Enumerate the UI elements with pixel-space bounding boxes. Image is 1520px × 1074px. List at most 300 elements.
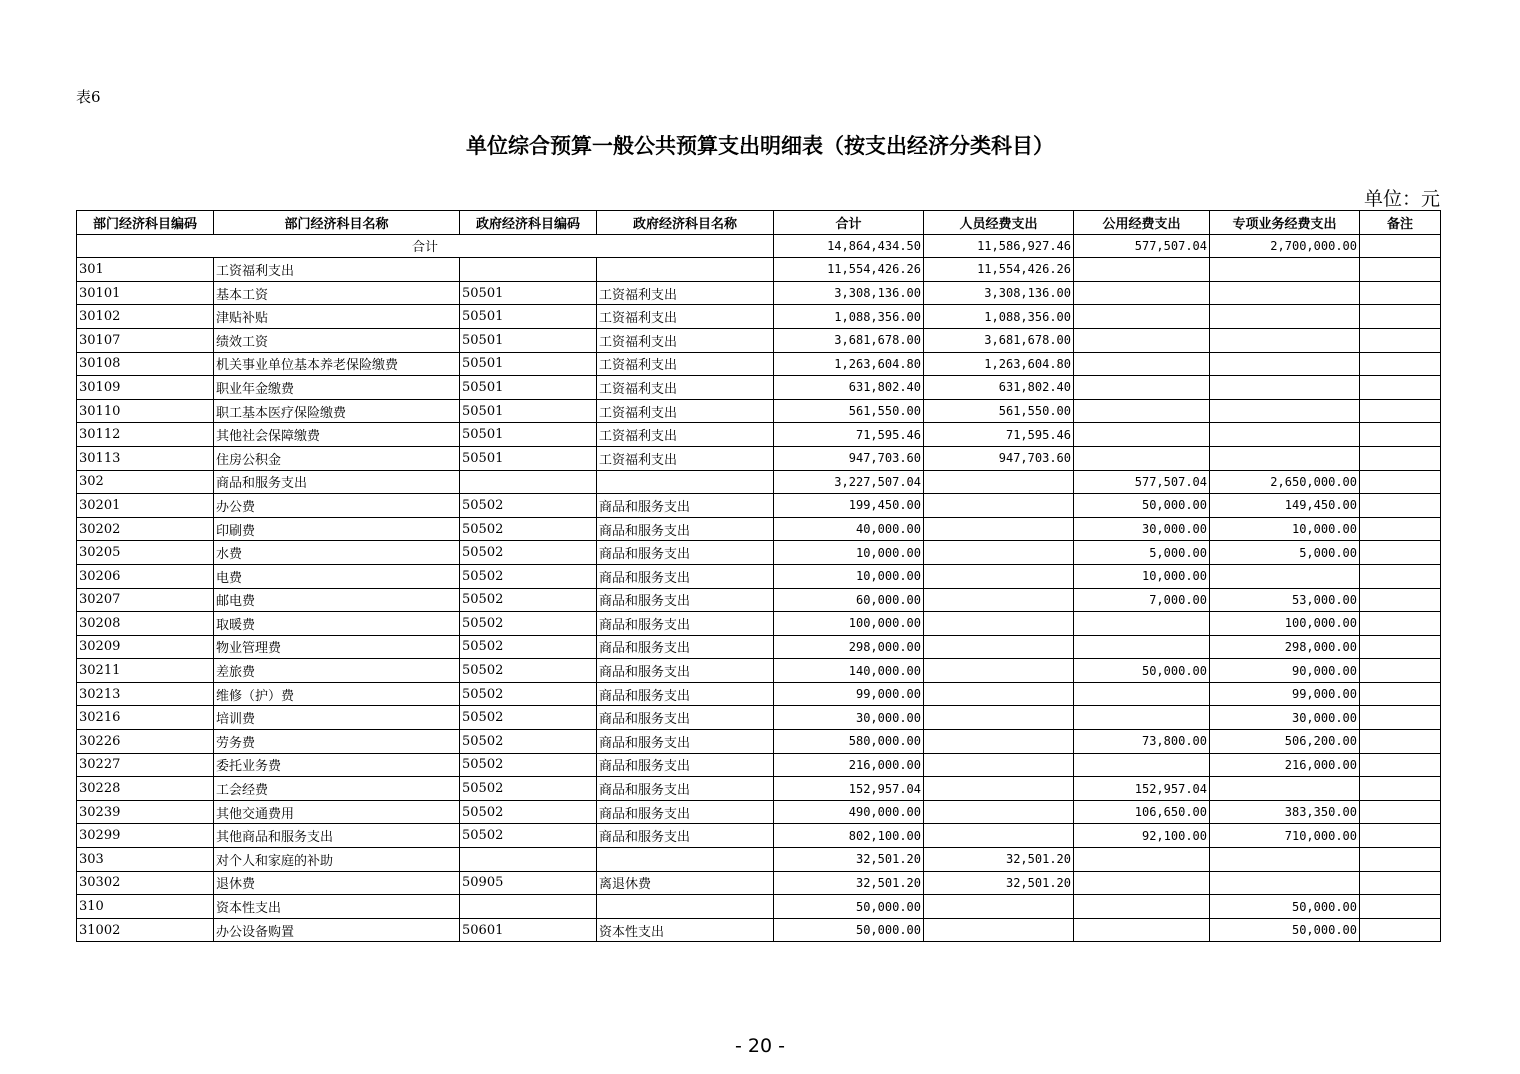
table-row bbox=[77, 706, 1441, 730]
special-cell: 30,000.00 bbox=[1210, 706, 1360, 730]
gov-name-cell: 商品和服务支出 bbox=[597, 588, 774, 612]
public-cell: 50,000.00 bbox=[1074, 494, 1210, 518]
special-cell bbox=[1210, 281, 1360, 305]
personnel-cell bbox=[924, 730, 1074, 754]
table-row bbox=[77, 800, 1441, 824]
public-cell: 106,650.00 bbox=[1074, 800, 1210, 824]
dept-name-cell: 水费 bbox=[214, 541, 460, 565]
gov-name-cell: 资本性支出 bbox=[597, 918, 774, 942]
dept-name-cell: 物业管理费 bbox=[214, 635, 460, 659]
gov-name-cell: 工资福利支出 bbox=[597, 399, 774, 423]
public-cell bbox=[1074, 753, 1210, 777]
gov-name-cell: 商品和服务支出 bbox=[597, 824, 774, 848]
personnel-cell bbox=[924, 682, 1074, 706]
table-row bbox=[77, 517, 1441, 541]
total-cell: 947,703.60 bbox=[774, 446, 924, 470]
dept-name-cell: 职工基本医疗保险缴费 bbox=[214, 399, 460, 423]
gov-name-cell: 商品和服务支出 bbox=[597, 706, 774, 730]
dept-code-cell: 30209 bbox=[77, 635, 214, 659]
gov-code-cell: 50501 bbox=[460, 423, 597, 447]
dept-code-cell: 30112 bbox=[77, 423, 214, 447]
special-cell: 5,000.00 bbox=[1210, 541, 1360, 565]
gov-code-cell: 50501 bbox=[460, 446, 597, 470]
unit-label: 单位：元 bbox=[1363, 188, 1440, 210]
dept-code-cell: 30227 bbox=[77, 753, 214, 777]
gov-name-cell: 商品和服务支出 bbox=[597, 517, 774, 541]
dept-code-cell: 30107 bbox=[77, 328, 214, 352]
personnel-cell bbox=[924, 541, 1074, 565]
public-cell: 577,507.04 bbox=[1074, 470, 1210, 494]
gov-code-cell: 50502 bbox=[460, 730, 597, 754]
total-cell: 216,000.00 bbox=[774, 753, 924, 777]
personnel-cell bbox=[924, 706, 1074, 730]
gov-code-cell bbox=[460, 895, 597, 919]
special-cell: 53,000.00 bbox=[1210, 588, 1360, 612]
gov-code-cell: 50502 bbox=[460, 659, 597, 683]
dept-code-cell: 303 bbox=[77, 848, 214, 872]
special-cell bbox=[1210, 848, 1360, 872]
gov-code-cell: 50501 bbox=[460, 328, 597, 352]
dept-name-cell: 商品和服务支出 bbox=[214, 470, 460, 494]
dept-name-cell: 取暖费 bbox=[214, 612, 460, 636]
total-cell: 631,802.40 bbox=[774, 376, 924, 400]
personnel-cell: 32,501.20 bbox=[924, 848, 1074, 872]
dept-code-cell: 31002 bbox=[77, 918, 214, 942]
dept-code-cell: 30202 bbox=[77, 517, 214, 541]
public-cell bbox=[1074, 682, 1210, 706]
note-cell bbox=[1360, 659, 1441, 683]
public-cell: 30,000.00 bbox=[1074, 517, 1210, 541]
special-cell bbox=[1210, 376, 1360, 400]
column-header: 部门经济科目编码 bbox=[77, 211, 214, 235]
gov-code-cell: 50502 bbox=[460, 800, 597, 824]
personnel-cell bbox=[924, 564, 1074, 588]
dept-name-cell: 职业年金缴费 bbox=[214, 376, 460, 400]
dept-code-cell: 30110 bbox=[77, 399, 214, 423]
dept-code-cell: 30102 bbox=[77, 305, 214, 329]
personnel-cell bbox=[924, 918, 1074, 942]
note-cell bbox=[1360, 588, 1441, 612]
personnel-cell bbox=[924, 517, 1074, 541]
dept-code-cell: 30208 bbox=[77, 612, 214, 636]
note-cell bbox=[1360, 305, 1441, 329]
special-cell: 10,000.00 bbox=[1210, 517, 1360, 541]
note-cell bbox=[1360, 423, 1441, 447]
note-cell bbox=[1360, 824, 1441, 848]
gov-name-cell: 商品和服务支出 bbox=[597, 777, 774, 801]
dept-name-cell: 其他交通费用 bbox=[214, 800, 460, 824]
note-cell bbox=[1360, 541, 1441, 565]
personnel-cell bbox=[924, 824, 1074, 848]
dept-name-cell: 工资福利支出 bbox=[214, 258, 460, 282]
personnel-cell: 1,088,356.00 bbox=[924, 305, 1074, 329]
personnel-cell bbox=[924, 612, 1074, 636]
special-cell: 100,000.00 bbox=[1210, 612, 1360, 636]
total-amount: 14,864,434.50 bbox=[774, 234, 924, 258]
public-cell bbox=[1074, 918, 1210, 942]
dept-name-cell: 维修（护）费 bbox=[214, 682, 460, 706]
personnel-cell: 71,595.46 bbox=[924, 423, 1074, 447]
total-cell: 40,000.00 bbox=[774, 517, 924, 541]
total-cell: 10,000.00 bbox=[774, 541, 924, 565]
dept-code-cell: 30216 bbox=[77, 706, 214, 730]
table-number: 表6 bbox=[76, 88, 101, 106]
dept-name-cell: 邮电费 bbox=[214, 588, 460, 612]
gov-code-cell: 50502 bbox=[460, 564, 597, 588]
gov-name-cell: 商品和服务支出 bbox=[597, 612, 774, 636]
total-cell: 140,000.00 bbox=[774, 659, 924, 683]
total-cell: 199,450.00 bbox=[774, 494, 924, 518]
personnel-cell: 32,501.20 bbox=[924, 871, 1074, 895]
dept-name-cell: 津贴补贴 bbox=[214, 305, 460, 329]
special-cell: 506,200.00 bbox=[1210, 730, 1360, 754]
personnel-cell bbox=[924, 635, 1074, 659]
personnel-cell bbox=[924, 659, 1074, 683]
gov-name-cell bbox=[597, 848, 774, 872]
gov-code-cell bbox=[460, 470, 597, 494]
column-header: 专项业务经费支出 bbox=[1210, 211, 1360, 235]
gov-code-cell: 50502 bbox=[460, 682, 597, 706]
personnel-cell: 631,802.40 bbox=[924, 376, 1074, 400]
public-cell bbox=[1074, 706, 1210, 730]
gov-code-cell: 50501 bbox=[460, 305, 597, 329]
dept-code-cell: 30108 bbox=[77, 352, 214, 376]
dept-name-cell: 印刷费 bbox=[214, 517, 460, 541]
public-cell bbox=[1074, 376, 1210, 400]
note-cell bbox=[1360, 494, 1441, 518]
personnel-cell bbox=[924, 800, 1074, 824]
note-cell bbox=[1360, 399, 1441, 423]
note-cell bbox=[1360, 871, 1441, 895]
gov-name-cell: 商品和服务支出 bbox=[597, 564, 774, 588]
public-cell bbox=[1074, 423, 1210, 447]
column-header: 备注 bbox=[1360, 211, 1441, 235]
note-cell bbox=[1360, 635, 1441, 659]
public-cell bbox=[1074, 258, 1210, 282]
note-cell bbox=[1360, 470, 1441, 494]
dept-code-cell: 30205 bbox=[77, 541, 214, 565]
public-cell: 10,000.00 bbox=[1074, 564, 1210, 588]
personnel-cell bbox=[924, 494, 1074, 518]
total-cell: 561,550.00 bbox=[774, 399, 924, 423]
public-cell: 73,800.00 bbox=[1074, 730, 1210, 754]
total-cell: 100,000.00 bbox=[774, 612, 924, 636]
total-cell: 60,000.00 bbox=[774, 588, 924, 612]
note-cell bbox=[1360, 564, 1441, 588]
total-cell: 32,501.20 bbox=[774, 848, 924, 872]
total-cell: 802,100.00 bbox=[774, 824, 924, 848]
special-cell: 50,000.00 bbox=[1210, 895, 1360, 919]
special-cell: 383,350.00 bbox=[1210, 800, 1360, 824]
gov-code-cell bbox=[460, 258, 597, 282]
total-note bbox=[1360, 234, 1441, 258]
page-title: 单位综合预算一般公共预算支出明细表（按支出经济分类科目） bbox=[466, 134, 1054, 158]
total-cell: 490,000.00 bbox=[774, 800, 924, 824]
gov-code-cell: 50601 bbox=[460, 918, 597, 942]
total-cell: 30,000.00 bbox=[774, 706, 924, 730]
table-row bbox=[77, 305, 1441, 329]
dept-name-cell: 退休费 bbox=[214, 871, 460, 895]
dept-name-cell: 办公设备购置 bbox=[214, 918, 460, 942]
table-row bbox=[77, 446, 1441, 470]
special-cell: 90,000.00 bbox=[1210, 659, 1360, 683]
special-cell bbox=[1210, 564, 1360, 588]
public-cell: 7,000.00 bbox=[1074, 588, 1210, 612]
table-row bbox=[77, 682, 1441, 706]
total-cell: 3,308,136.00 bbox=[774, 281, 924, 305]
gov-name-cell: 商品和服务支出 bbox=[597, 753, 774, 777]
gov-name-cell: 商品和服务支出 bbox=[597, 635, 774, 659]
note-cell bbox=[1360, 281, 1441, 305]
dept-name-cell: 基本工资 bbox=[214, 281, 460, 305]
special-cell bbox=[1210, 305, 1360, 329]
table-row bbox=[77, 328, 1441, 352]
total-cell: 3,681,678.00 bbox=[774, 328, 924, 352]
note-cell bbox=[1360, 328, 1441, 352]
gov-name-cell: 商品和服务支出 bbox=[597, 682, 774, 706]
gov-code-cell: 50501 bbox=[460, 376, 597, 400]
total-public: 577,507.04 bbox=[1074, 234, 1210, 258]
personnel-cell bbox=[924, 753, 1074, 777]
total-cell: 1,088,356.00 bbox=[774, 305, 924, 329]
personnel-cell: 11,554,426.26 bbox=[924, 258, 1074, 282]
note-cell bbox=[1360, 258, 1441, 282]
gov-code-cell: 50502 bbox=[460, 541, 597, 565]
special-cell bbox=[1210, 352, 1360, 376]
note-cell bbox=[1360, 848, 1441, 872]
table-row bbox=[77, 753, 1441, 777]
budget-table bbox=[76, 210, 1441, 942]
personnel-cell bbox=[924, 777, 1074, 801]
dept-code-cell: 30239 bbox=[77, 800, 214, 824]
table-row bbox=[77, 612, 1441, 636]
public-cell: 5,000.00 bbox=[1074, 541, 1210, 565]
gov-name-cell: 工资福利支出 bbox=[597, 305, 774, 329]
gov-code-cell: 50502 bbox=[460, 753, 597, 777]
total-cell: 50,000.00 bbox=[774, 918, 924, 942]
special-cell bbox=[1210, 777, 1360, 801]
note-cell bbox=[1360, 777, 1441, 801]
table-row bbox=[77, 588, 1441, 612]
table-row bbox=[77, 848, 1441, 872]
gov-name-cell bbox=[597, 895, 774, 919]
public-cell bbox=[1074, 328, 1210, 352]
special-cell: 298,000.00 bbox=[1210, 635, 1360, 659]
note-cell bbox=[1360, 517, 1441, 541]
dept-code-cell: 302 bbox=[77, 470, 214, 494]
total-cell: 71,595.46 bbox=[774, 423, 924, 447]
table-row bbox=[77, 777, 1441, 801]
public-cell bbox=[1074, 871, 1210, 895]
personnel-cell: 1,263,604.80 bbox=[924, 352, 1074, 376]
gov-code-cell: 50502 bbox=[460, 706, 597, 730]
personnel-cell bbox=[924, 588, 1074, 612]
public-cell: 152,957.04 bbox=[1074, 777, 1210, 801]
gov-name-cell: 商品和服务支出 bbox=[597, 541, 774, 565]
gov-name-cell: 工资福利支出 bbox=[597, 446, 774, 470]
personnel-cell bbox=[924, 895, 1074, 919]
note-cell bbox=[1360, 895, 1441, 919]
note-cell bbox=[1360, 918, 1441, 942]
gov-code-cell bbox=[460, 848, 597, 872]
total-cell: 11,554,426.26 bbox=[774, 258, 924, 282]
special-cell bbox=[1210, 399, 1360, 423]
special-cell: 2,650,000.00 bbox=[1210, 470, 1360, 494]
note-cell bbox=[1360, 376, 1441, 400]
public-cell bbox=[1074, 399, 1210, 423]
dept-name-cell: 委托业务费 bbox=[214, 753, 460, 777]
gov-name-cell bbox=[597, 258, 774, 282]
dept-code-cell: 30302 bbox=[77, 871, 214, 895]
total-cell: 32,501.20 bbox=[774, 871, 924, 895]
public-cell bbox=[1074, 848, 1210, 872]
gov-name-cell: 工资福利支出 bbox=[597, 352, 774, 376]
personnel-cell: 3,308,136.00 bbox=[924, 281, 1074, 305]
special-cell: 149,450.00 bbox=[1210, 494, 1360, 518]
gov-code-cell: 50501 bbox=[460, 281, 597, 305]
gov-code-cell: 50502 bbox=[460, 824, 597, 848]
gov-name-cell: 商品和服务支出 bbox=[597, 659, 774, 683]
table-row bbox=[77, 399, 1441, 423]
total-cell: 10,000.00 bbox=[774, 564, 924, 588]
special-cell bbox=[1210, 446, 1360, 470]
special-cell bbox=[1210, 258, 1360, 282]
table-row bbox=[77, 918, 1441, 942]
personnel-cell: 3,681,678.00 bbox=[924, 328, 1074, 352]
total-cell: 99,000.00 bbox=[774, 682, 924, 706]
table-row bbox=[77, 352, 1441, 376]
dept-name-cell: 对个人和家庭的补助 bbox=[214, 848, 460, 872]
table-row bbox=[77, 281, 1441, 305]
dept-code-cell: 30101 bbox=[77, 281, 214, 305]
gov-code-cell: 50502 bbox=[460, 517, 597, 541]
table-header-row bbox=[77, 211, 1441, 235]
table-row bbox=[77, 423, 1441, 447]
total-cell: 298,000.00 bbox=[774, 635, 924, 659]
public-cell: 92,100.00 bbox=[1074, 824, 1210, 848]
public-cell bbox=[1074, 895, 1210, 919]
note-cell bbox=[1360, 706, 1441, 730]
dept-code-cell: 30201 bbox=[77, 494, 214, 518]
personnel-cell: 561,550.00 bbox=[924, 399, 1074, 423]
table-row bbox=[77, 376, 1441, 400]
gov-name-cell bbox=[597, 470, 774, 494]
dept-code-cell: 30226 bbox=[77, 730, 214, 754]
gov-name-cell: 商品和服务支出 bbox=[597, 494, 774, 518]
dept-code-cell: 30206 bbox=[77, 564, 214, 588]
total-label: 合计 bbox=[77, 234, 774, 258]
gov-name-cell: 工资福利支出 bbox=[597, 281, 774, 305]
dept-name-cell: 工会经费 bbox=[214, 777, 460, 801]
note-cell bbox=[1360, 730, 1441, 754]
total-row bbox=[77, 234, 1441, 258]
dept-name-cell: 培训费 bbox=[214, 706, 460, 730]
total-cell: 580,000.00 bbox=[774, 730, 924, 754]
dept-code-cell: 30207 bbox=[77, 588, 214, 612]
total-personnel: 11,586,927.46 bbox=[924, 234, 1074, 258]
public-cell bbox=[1074, 446, 1210, 470]
column-header: 部门经济科目名称 bbox=[214, 211, 460, 235]
dept-name-cell: 其他商品和服务支出 bbox=[214, 824, 460, 848]
personnel-cell: 947,703.60 bbox=[924, 446, 1074, 470]
special-cell bbox=[1210, 423, 1360, 447]
column-header: 政府经济科目名称 bbox=[597, 211, 774, 235]
dept-code-cell: 310 bbox=[77, 895, 214, 919]
dept-name-cell: 其他社会保障缴费 bbox=[214, 423, 460, 447]
special-cell: 50,000.00 bbox=[1210, 918, 1360, 942]
column-header: 合计 bbox=[774, 211, 924, 235]
total-special: 2,700,000.00 bbox=[1210, 234, 1360, 258]
gov-code-cell: 50502 bbox=[460, 635, 597, 659]
total-cell: 1,263,604.80 bbox=[774, 352, 924, 376]
page-number: - 20 - bbox=[735, 1035, 785, 1057]
note-cell bbox=[1360, 352, 1441, 376]
special-cell: 99,000.00 bbox=[1210, 682, 1360, 706]
public-cell bbox=[1074, 352, 1210, 376]
gov-name-cell: 商品和服务支出 bbox=[597, 730, 774, 754]
dept-name-cell: 电费 bbox=[214, 564, 460, 588]
total-cell: 3,227,507.04 bbox=[774, 470, 924, 494]
table-row bbox=[77, 470, 1441, 494]
total-cell: 50,000.00 bbox=[774, 895, 924, 919]
table-row bbox=[77, 494, 1441, 518]
note-cell bbox=[1360, 753, 1441, 777]
dept-name-cell: 劳务费 bbox=[214, 730, 460, 754]
gov-code-cell: 50502 bbox=[460, 494, 597, 518]
public-cell: 50,000.00 bbox=[1074, 659, 1210, 683]
public-cell bbox=[1074, 612, 1210, 636]
dept-name-cell: 机关事业单位基本养老保险缴费 bbox=[214, 352, 460, 376]
special-cell: 710,000.00 bbox=[1210, 824, 1360, 848]
table-row bbox=[77, 730, 1441, 754]
table-row bbox=[77, 895, 1441, 919]
gov-code-cell: 50905 bbox=[460, 871, 597, 895]
dept-name-cell: 绩效工资 bbox=[214, 328, 460, 352]
gov-name-cell: 工资福利支出 bbox=[597, 328, 774, 352]
total-cell: 152,957.04 bbox=[774, 777, 924, 801]
special-cell bbox=[1210, 328, 1360, 352]
personnel-cell bbox=[924, 470, 1074, 494]
gov-code-cell: 50502 bbox=[460, 777, 597, 801]
gov-code-cell: 50502 bbox=[460, 612, 597, 636]
dept-name-cell: 资本性支出 bbox=[214, 895, 460, 919]
table-row bbox=[77, 258, 1441, 282]
gov-name-cell: 商品和服务支出 bbox=[597, 800, 774, 824]
table-row bbox=[77, 824, 1441, 848]
gov-name-cell: 工资福利支出 bbox=[597, 376, 774, 400]
dept-code-cell: 30213 bbox=[77, 682, 214, 706]
public-cell bbox=[1074, 305, 1210, 329]
dept-name-cell: 住房公积金 bbox=[214, 446, 460, 470]
gov-name-cell: 离退休费 bbox=[597, 871, 774, 895]
table-row bbox=[77, 635, 1441, 659]
note-cell bbox=[1360, 446, 1441, 470]
column-header: 政府经济科目编码 bbox=[460, 211, 597, 235]
dept-code-cell: 30109 bbox=[77, 376, 214, 400]
gov-name-cell: 工资福利支出 bbox=[597, 423, 774, 447]
gov-code-cell: 50502 bbox=[460, 588, 597, 612]
dept-code-cell: 30211 bbox=[77, 659, 214, 683]
column-header: 公用经费支出 bbox=[1074, 211, 1210, 235]
table-row bbox=[77, 871, 1441, 895]
note-cell bbox=[1360, 800, 1441, 824]
dept-code-cell: 301 bbox=[77, 258, 214, 282]
note-cell bbox=[1360, 682, 1441, 706]
note-cell bbox=[1360, 612, 1441, 636]
table-row bbox=[77, 659, 1441, 683]
dept-code-cell: 30113 bbox=[77, 446, 214, 470]
table-row bbox=[77, 564, 1441, 588]
